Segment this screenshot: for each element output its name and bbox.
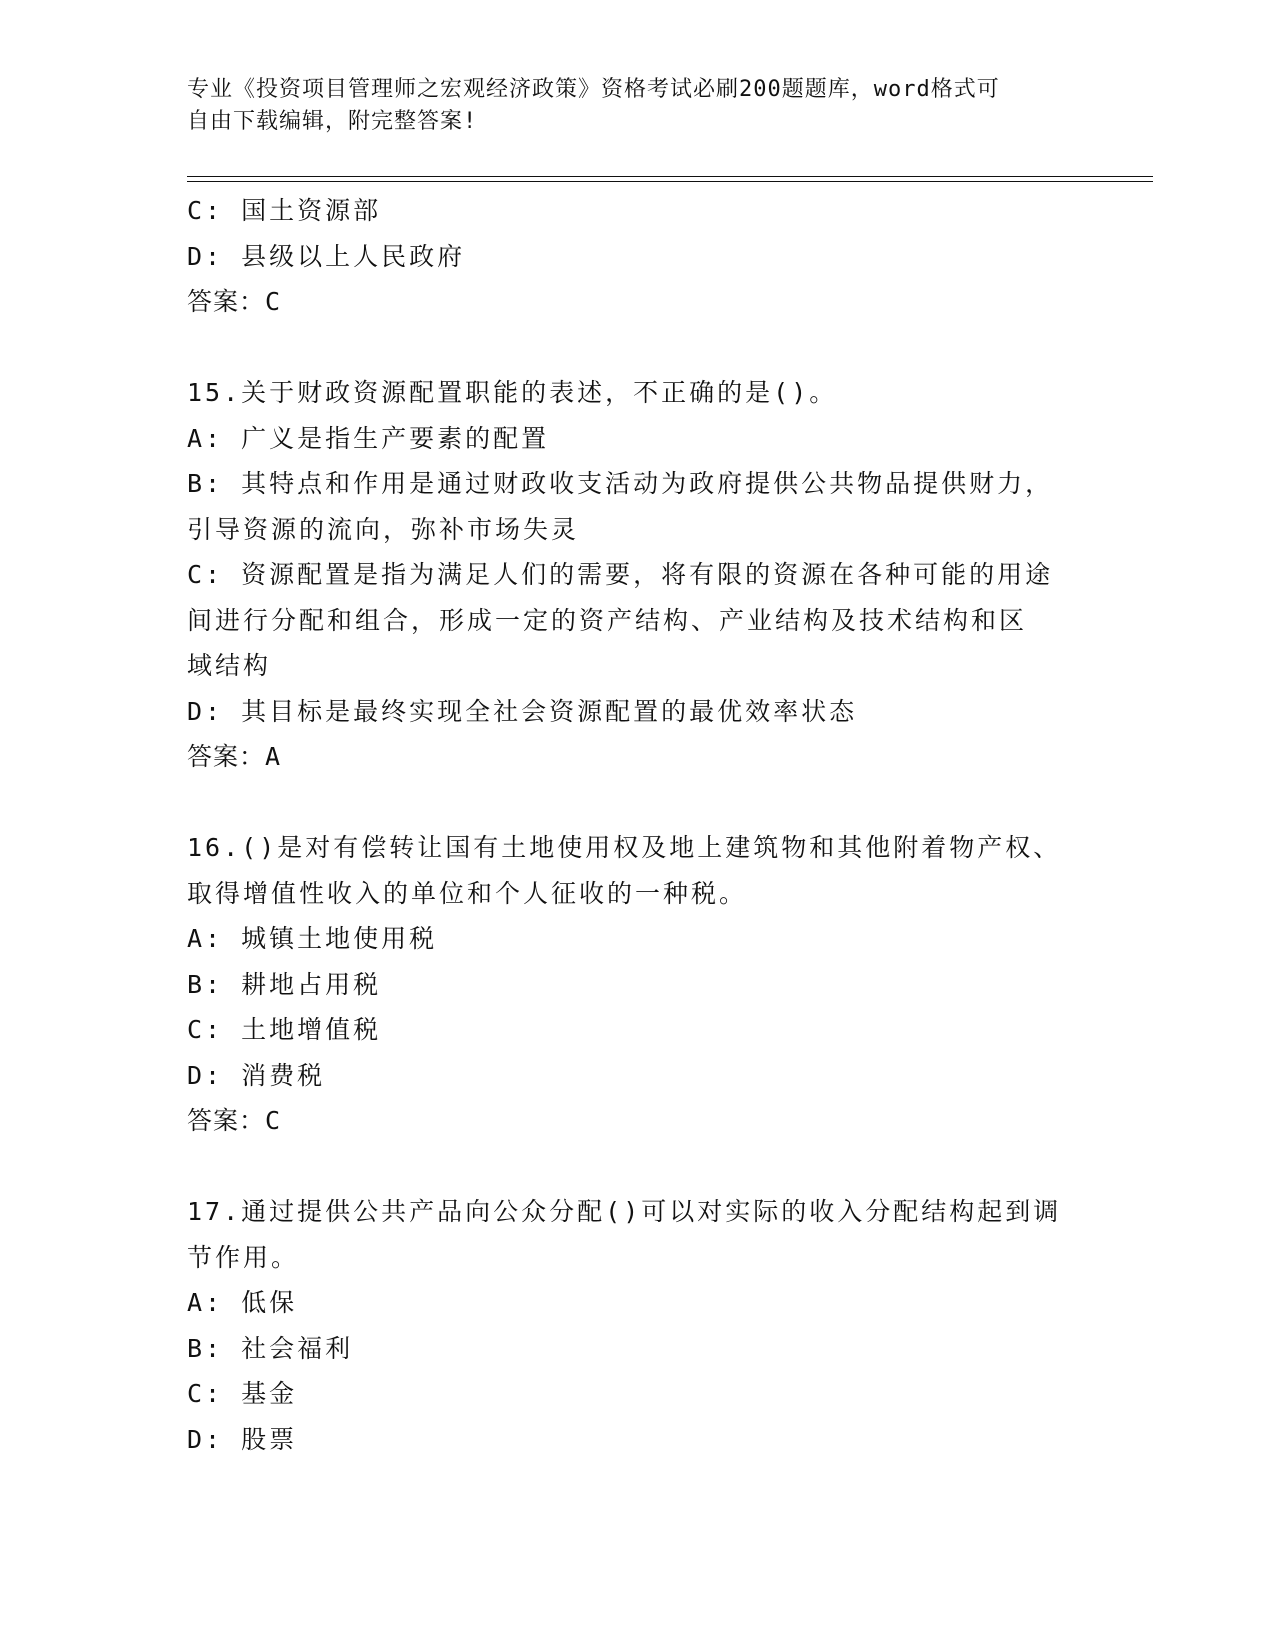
question-content	[187, 188, 1087, 1462]
option-d: D: 县级以上人民政府	[187, 241, 466, 271]
header-title-line-1: 专业《投资项目管理师之宏观经济政策》资格考试必刷200题题库，word格式可	[187, 77, 1000, 102]
question-stem-line-1: 17.通过提供公共产品向公众分配()可以对实际的收入分配结构起到调	[187, 1197, 1062, 1226]
option-c-line-2: 间进行分配和组合，形成一定的资产结构、产业结构及技术结构和区	[187, 605, 1028, 635]
option-b: B: 耕地占用税	[187, 969, 382, 999]
question-stem: 15.关于财政资源配置职能的表述，不正确的是()。	[187, 378, 838, 407]
header-divider-bottom	[187, 181, 1153, 182]
option-b-line-1: B: 其特点和作用是通过财政收支活动为政府提供公共物品提供财力，	[187, 469, 1054, 498]
question-17	[187, 1189, 1087, 1462]
option-c: C: 基金	[187, 1379, 298, 1408]
question-stem-line-2: 节作用。	[187, 1242, 300, 1272]
spacer	[187, 1144, 1087, 1190]
header-title-line-2: 自由下载编辑，附完整答案!	[187, 109, 478, 134]
answer-line: 答案：C	[187, 287, 282, 316]
option-c: C: 国土资源部	[187, 196, 382, 225]
option-b: B: 社会福利	[187, 1333, 354, 1363]
option-d: D: 股票	[187, 1424, 298, 1454]
option-d: D: 消费税	[187, 1060, 326, 1090]
answer-line: 答案：A	[187, 742, 282, 771]
question-stem-line-2: 取得增值性收入的单位和个人征收的一种税。	[187, 878, 748, 908]
spacer	[187, 325, 1087, 371]
option-a: A: 广义是指生产要素的配置	[187, 423, 550, 453]
option-b-line-2: 引导资源的流向，弥补市场失灵	[187, 514, 580, 544]
question-stem-line-1: 16.()是对有偿转让国有土地使用权及地上建筑物和其他附着物产权、	[187, 833, 1062, 862]
question-15	[187, 370, 1087, 780]
option-d: D: 其目标是最终实现全社会资源配置的最优效率状态	[187, 696, 858, 726]
option-c-line-3: 域结构	[187, 651, 272, 680]
document-header	[187, 74, 1067, 138]
option-a: A: 城镇土地使用税	[187, 924, 438, 953]
question-14-continued	[187, 188, 1087, 325]
option-c-line-1: C: 资源配置是指为满足人们的需要，将有限的资源在各种可能的用途	[187, 560, 1054, 589]
header-divider-top	[187, 176, 1153, 177]
option-a: A: 低保	[187, 1288, 298, 1317]
question-16	[187, 825, 1087, 1144]
answer-line: 答案：C	[187, 1106, 282, 1135]
option-c: C: 土地增值税	[187, 1015, 382, 1044]
spacer	[187, 780, 1087, 826]
